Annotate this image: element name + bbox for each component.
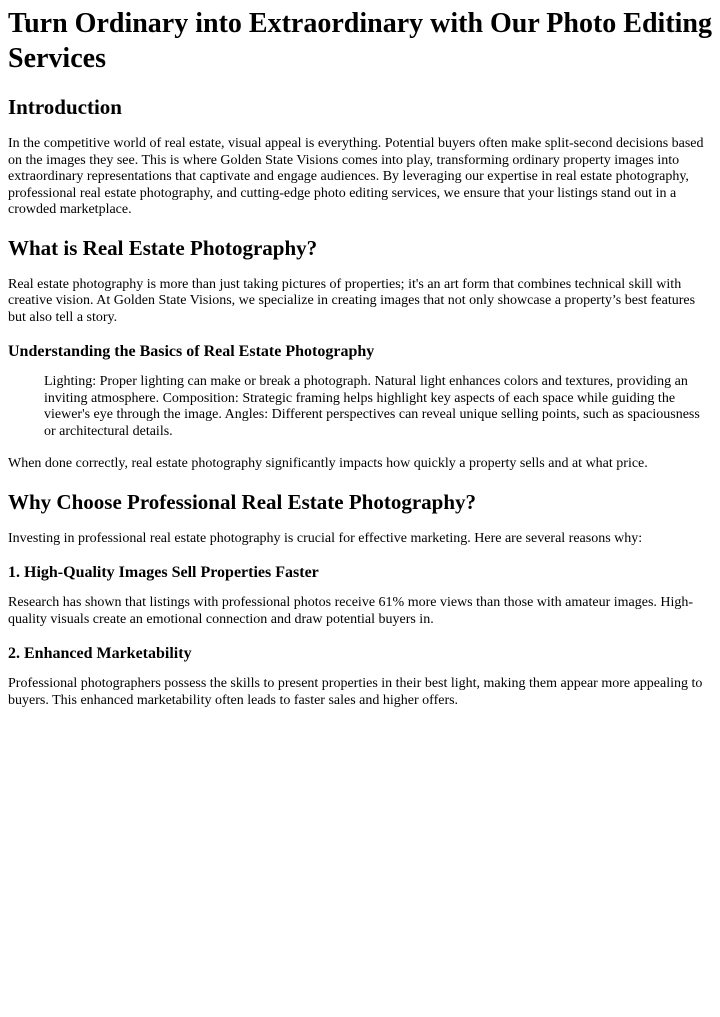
basics-quote: Lighting: Proper lighting can make or break a photograph. Natural light enhances colors and textures, providing an inviting atmosphere. Composition: Strategic framing helps highlight key aspects of each space while guiding the viewer's eye through the image. Angles: Different perspectives can reveal unique selling points, such as spaciousness or architectural details. bbox=[44, 374, 700, 439]
basics-subheading: Understanding the Basics of Real Estate Photography bbox=[8, 343, 375, 360]
what-is-paragraph: Real estate photography is more than just taking pictures of properties; it's an art form that combines technical skill with creative vision. At Golden State Visions, we specialize in creating images that not only showcase a property’s best features but also tell a story. bbox=[8, 276, 696, 325]
intro-heading: Introduction bbox=[8, 95, 122, 119]
reason-2-heading: 2. Enhanced Marketability bbox=[8, 645, 192, 662]
reason-1-heading: 1. High-Quality Images Sell Properties Faster bbox=[8, 564, 319, 581]
what-is-heading: What is Real Estate Photography? bbox=[8, 235, 318, 260]
why-choose-heading: Why Choose Professional Real Estate Photography? bbox=[8, 489, 477, 514]
why-choose-paragraph: Investing in professional real estate photography is crucial for effective marketing. Here are several reasons why: bbox=[8, 530, 643, 546]
intro-paragraph: In the competitive world of real estate, visual appeal is everything. Potential buyers often make split-second decisions based on the images they see. This is where Golden State Visions comes into play, transforming ordinary property images into extraordinary representations that captivate and engage audiences. By leveraging our expertise in real estate photography, professional real estate photography, and cutting-edge photo editing services, we ensure that your listings stand out in a crowded marketplace. bbox=[8, 136, 704, 217]
reason-2-text: Professional photographers possess the skills to present properties in their best light, making them appear more appealing to buyers. This enhanced marketability often leads to faster sales and higher offers. bbox=[8, 676, 703, 708]
what-is-closing: When done correctly, real estate photography significantly impacts how quickly a property sells and at what price. bbox=[8, 456, 648, 471]
page-title: Turn Ordinary into Extraordinary with Our Photo Editing Services bbox=[8, 8, 712, 74]
reason-1-text: Research has shown that listings with professional photos receive 61% more views than those with amateur images. High-quality visuals create an emotional connection and draw potential buyers in. bbox=[8, 595, 694, 627]
